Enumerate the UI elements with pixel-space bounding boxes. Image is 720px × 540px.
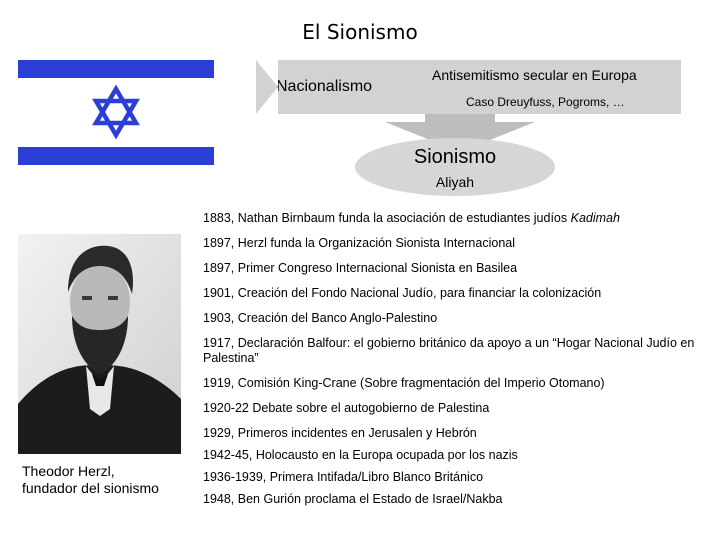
timeline-item: 1942-45, Holocausto en la Europa ocupada por los nazis: [203, 448, 518, 462]
timeline-item: 1883, Nathan Birnbaum funda la asociación de estudiantes judíos Kadimah: [203, 211, 620, 225]
caption-line-1: Theodor Herzl,: [22, 463, 115, 479]
banner-nacionalismo: Nacionalismo: [276, 78, 373, 95]
timeline-item: 1920-22 Debate sobre el autogobierno de Palestina: [203, 401, 490, 415]
israel-flag-image: [18, 58, 214, 168]
timeline-item: 1897, Herzl funda la Organización Sionista Internacional: [203, 236, 515, 250]
herzl-portrait-image: [18, 234, 181, 454]
ellipse-subtitle: Aliyah: [435, 174, 475, 190]
portrait-caption: [22, 463, 197, 497]
timeline-item: 1901, Creación del Fondo Nacional Judío, para financiar la colonización: [203, 286, 602, 300]
flag-top-stripe: [18, 60, 214, 78]
banner-dreyfus: Caso Dreuyfuss, Pogroms, …: [466, 95, 625, 109]
caption-line-2: fundador del sionismo: [22, 480, 159, 496]
timeline-list: [203, 211, 708, 514]
timeline-item: 1948, Ben Gurión proclama el Estado de Israel/Nakba: [203, 492, 503, 506]
timeline-item: 1929, Primeros incidentes en Jerusalen y Hebrón: [203, 426, 477, 440]
flag-bottom-stripe: [18, 147, 214, 165]
sionismo-ellipse: [355, 138, 555, 196]
timeline-item: 1936-1939, Primera Intifada/Libro Blanco Británico: [203, 470, 484, 484]
banner-antisemitismo: Antisemitismo secular en Europa: [432, 67, 637, 83]
ellipse-title: Sionismo: [413, 146, 497, 168]
timeline-item: 1919, Comisión King-Crane (Sobre fragmentación del Imperio Otomano): [203, 376, 605, 390]
timeline-item: 1917, Declaración Balfour: el gobierno británico da apoyo a un “Hogar Nacional Judío en Palestina”: [203, 336, 695, 365]
causes-banner: [256, 60, 681, 114]
timeline-item: 1897, Primer Congreso Internacional Sionista en Basilea: [203, 261, 518, 275]
page-title: El Sionismo: [302, 20, 418, 44]
timeline-item: 1903, Creación del Banco Anglo-Palestino: [203, 311, 438, 325]
